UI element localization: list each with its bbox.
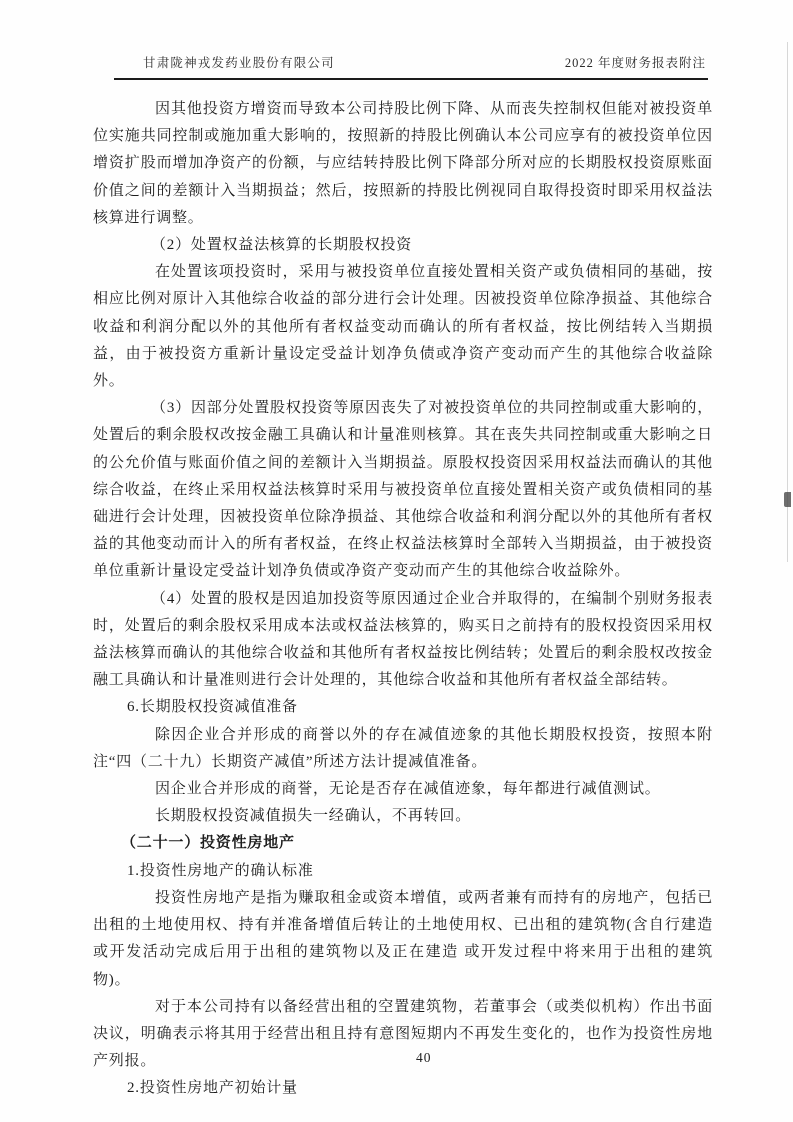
section-heading: （2）处置权益法核算的长期股权投资 xyxy=(151,237,413,254)
section-heading: 1.投资性房地产的确认标准 xyxy=(127,862,314,879)
paragraph: 在处置该项投资时，采用与被投资单位直接处置相关资产或负债相同的基础，按相应比例对原计入其他综合收益的部分进行会计处理。因被投资单位除净损益、其他综合收益和利润分配以外的其他所有者权益变动而确认的所有者权益，按比例结转入当期损益，由于被投资方重新计量设定受益计划净负债或净资产变动而产生的其他综合收益除外。 xyxy=(93,264,713,390)
header-doc-title: 2022 年度财务报表附注 xyxy=(564,56,706,70)
paragraph: 因其他投资方增资而导致本公司持股比例下降、从而丧失控制权但能对被投资单位实施共同控制或施加重大影响的，按照新的持股比例确认本公司应享有的被投资单位因增资扩股而增加净资产的份额，与应结转持股比例下降部分所对应的长期股权投资原账面价值之间的差额计入当期损益；然后，按照新的持股比例视同自取得投资时即采用权益法核算进行调整。 xyxy=(93,101,713,226)
section-heading: 6.长期股权投资减值准备 xyxy=(127,699,298,716)
paragraph: 长期股权投资减值损失一经确认，不再转回。 xyxy=(155,808,472,825)
paragraph: 因企业合并形成的商誉，无论是否存在减值迹象，每年都进行减值测试。 xyxy=(155,781,661,798)
paragraph: 投资性房地产是指为赚取租金或资本增值，或两者兼有而持有的房地产，包括已出租的土地使用权、持有并准备增值后转让的土地使用权、已出租的建筑物(含自行建造或开发活动完成后用于出租的建筑物以及正在建造 或开发过程中将来用于出租的建筑物)。 xyxy=(93,889,713,988)
section-heading-bold: （二十一）投资性房地产 xyxy=(121,835,295,852)
paragraph: 对于本公司持有以备经营出租的空置建筑物，若董事会（或类似机构）作出书面决议，明确表示将其用于经营出租且持有意图短期内不再发生变化的，也作为投资性房地产列报。 xyxy=(93,998,713,1070)
body-text xyxy=(93,96,713,1103)
paragraph: （4）处置的股权是因追加投资等原因通过企业合并取得的，在编制个别财务报表时，处置后的剩余股权采用成本法或权益法核算的，购买日之前持有的股权投资因采用权益法核算而确认的其他综合收益和其他所有者权益按比例结转；处置后的剩余股权改按金融工具确认和计量准则进行会计处理的，其他综合收益和其他所有者权益全部结转。 xyxy=(93,590,713,689)
scan-edge-line xyxy=(787,42,788,562)
page-number: 40 xyxy=(416,1050,432,1065)
paragraph: （3）因部分处置股权投资等原因丧失了对被投资单位的共同控制或重大影响的，处置后的剩余股权改按金融工具确认和计量准则核算。其在丧失共同控制或重大影响之日的公允价值与账面价值之间的差额计入当期损益。原股权投资因采用权益法而确认的其他综合收益，在终止采用权益法核算时采用与被投资单位直接处置相关资产或负债相同的基础进行会计处理，因被投资单位除净损益、其他综合收益和利润分配以外的其他所有者权益的其他变动而计入的所有者权益，在终止权益法核算时全部转入当期损益，由于被投资单位重新计量设定受益计划净负债或净资产变动而产生的其他综合收益除外。 xyxy=(93,400,713,580)
header-rule xyxy=(114,78,708,80)
scan-edge-mark xyxy=(784,492,791,507)
header-company-name: 甘肃陇神戎发药业股份有限公司 xyxy=(143,56,335,70)
section-heading: 2.投资性房地产初始计量 xyxy=(127,1080,298,1097)
paragraph: 除因企业合并形成的商誉以外的存在减值迹象的其他长期股权投资，按照本附注“四（二十九）长期资产减值”所述方法计提减值准备。 xyxy=(93,726,713,770)
